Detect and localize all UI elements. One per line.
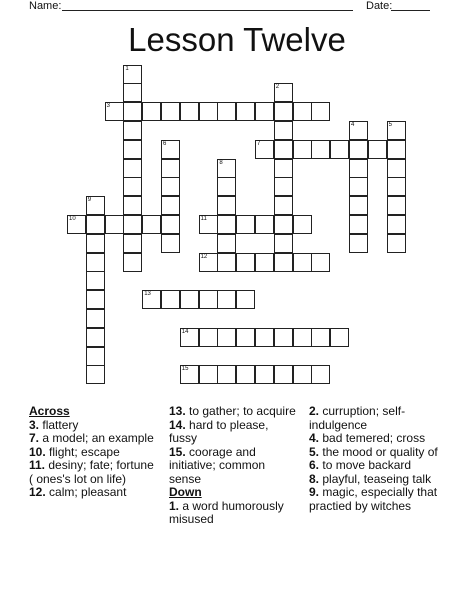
grid-cell[interactable] [217,215,236,234]
grid-cell[interactable] [236,290,255,309]
grid-cell[interactable] [161,159,180,178]
grid-cell[interactable] [217,253,236,272]
grid-cell-number: 8 [219,159,223,166]
grid-cell[interactable] [311,102,330,121]
grid-cell[interactable] [349,159,368,178]
clue-across-3: 3. flattery [29,417,79,432]
grid-cell[interactable] [349,215,368,234]
grid-cell[interactable] [311,365,330,384]
grid-cell[interactable] [123,102,142,121]
grid-cell[interactable] [217,159,236,178]
grid-cell[interactable] [274,196,293,215]
grid-cell-number: 9 [87,197,92,204]
grid-cell[interactable] [217,102,236,121]
across-heading: Across [29,404,70,418]
grid-cell[interactable] [123,234,142,253]
grid-cell[interactable] [255,253,274,272]
grid-cell[interactable] [293,215,312,234]
grid-cell[interactable] [274,83,293,102]
grid-cell[interactable] [274,253,293,272]
grid-cell[interactable] [311,253,330,272]
clues-column-1 [29,405,157,500]
clue-across-12: 12. calm; pleasant [29,485,127,499]
grid-cell-number: 2 [275,84,280,91]
clue-across-10: 10. flight; escape [29,444,120,459]
grid-cell[interactable] [217,328,236,347]
grid-cell-number: 12 [200,253,208,260]
grid-cell[interactable] [274,121,293,140]
grid-cell[interactable] [86,309,105,328]
grid-cell[interactable] [255,328,274,347]
grid-cell[interactable] [387,234,406,253]
clue-down-4: 4. bad temered; cross [309,431,426,445]
grid-cell[interactable] [330,140,349,159]
clue-down-1: 1. a word humorously misused [169,498,284,526]
grid-cell[interactable] [86,234,105,253]
grid-cell[interactable] [274,328,293,347]
grid-cell[interactable] [123,215,142,234]
down-heading: Down [169,485,202,499]
clue-down-2: 2. curruption; self-indulgence [309,404,406,432]
grid-cell[interactable] [86,347,105,366]
date-label: Date: [366,0,393,12]
grid-cell[interactable] [123,121,142,140]
grid-cell[interactable] [255,140,274,159]
grid-cell[interactable] [105,102,124,121]
grid-cell-number: 13 [144,291,151,298]
name-label: Name: [29,0,62,12]
grid-cell[interactable] [387,215,406,234]
grid-cell[interactable] [199,365,218,384]
grid-cell[interactable] [236,365,255,384]
grid-cell[interactable] [311,140,330,159]
grid-cell[interactable] [274,234,293,253]
grid-cell[interactable] [217,365,236,384]
grid-cell[interactable] [330,328,349,347]
grid-cell[interactable] [161,177,180,196]
grid-cell[interactable] [293,365,312,384]
grid-cell[interactable] [236,102,255,121]
grid-cell[interactable] [142,290,161,309]
grid-cell[interactable] [274,365,293,384]
clue-across-13: 13. to gather; to acquire [169,404,296,418]
page-title: Lesson Twelve [128,21,346,58]
grid-cell[interactable] [123,177,142,196]
clue-across-7: 7. a model; an example [29,431,154,445]
grid-cell-number: 4 [351,121,355,128]
clues-column-3 [309,405,459,513]
clues-column-2 [169,405,299,527]
grid-cell[interactable] [161,140,180,159]
grid-cell[interactable] [180,328,199,347]
grid-cell[interactable] [274,159,293,178]
grid-cell[interactable] [123,65,142,84]
grid-cell[interactable] [274,140,293,159]
grid-cell-number: 3 [106,103,110,110]
grid-cell[interactable] [293,253,312,272]
grid-cell[interactable] [105,215,124,234]
grid-cell[interactable] [255,102,274,121]
grid-cell[interactable] [86,290,105,309]
grid-cell[interactable] [180,365,199,384]
grid-cell[interactable] [86,196,105,215]
grid-cell[interactable] [349,196,368,215]
grid-cell[interactable] [86,365,105,384]
grid-cell[interactable] [387,196,406,215]
grid-cell[interactable] [311,328,330,347]
grid-cell[interactable] [349,140,368,159]
clue-down-8: 8. playful, teaseing talk [309,471,432,486]
grid-cell[interactable] [387,177,406,196]
clue-across-11: 11. desiny; fate; fortune ( ones's lot on life) [29,458,154,486]
grid-cell[interactable] [180,102,199,121]
grid-cell[interactable] [236,253,255,272]
clue-down-9: 9. magic, especially that practied by witches [309,485,438,513]
grid-cell-number: 11 [200,215,207,222]
grid-cell[interactable] [142,102,161,121]
clue-across-15: 15. coorage and initiative; common sense [169,444,266,486]
grid-cell[interactable] [274,215,293,234]
grid-cell[interactable] [236,328,255,347]
grid-cell[interactable] [387,159,406,178]
grid-cell[interactable] [293,102,312,121]
grid-cell[interactable] [217,234,236,253]
grid-cell[interactable] [236,215,255,234]
grid-cell[interactable] [123,253,142,272]
grid-cell[interactable] [274,102,293,121]
grid-cell[interactable] [349,177,368,196]
clue-down-6: 6. to move backard [309,458,412,472]
grid-cell[interactable] [293,140,312,159]
grid-cell[interactable] [180,290,199,309]
grid-cell-number: 6 [163,140,167,147]
grid-cell[interactable] [123,196,142,215]
grid-cell-number: 14 [181,328,189,335]
grid-cell-number: 1 [125,65,129,72]
grid-cell[interactable] [86,215,105,234]
grid-cell[interactable] [199,215,218,234]
grid-cell[interactable] [161,290,180,309]
grid-cell-number: 5 [388,121,392,128]
grid-cell[interactable] [349,121,368,140]
grid-cell[interactable] [368,140,387,159]
grid-cell[interactable] [123,159,142,178]
grid-cell[interactable] [199,102,218,121]
grid-cell[interactable] [161,196,180,215]
grid-cell[interactable] [349,234,368,253]
grid-cell[interactable] [161,215,180,234]
grid-cell[interactable] [387,140,406,159]
grid-cell[interactable] [161,102,180,121]
grid-cell[interactable] [86,328,105,347]
grid-cell[interactable] [293,328,312,347]
grid-cell[interactable] [217,290,236,309]
grid-cell[interactable] [86,253,105,272]
grid-cell[interactable] [86,271,105,290]
grid-cell[interactable] [255,215,274,234]
grid-cell[interactable] [142,215,161,234]
grid-cell[interactable] [199,328,218,347]
grid-cell[interactable] [255,365,274,384]
grid-cell-number: 15 [181,366,189,373]
grid-cell[interactable] [123,140,142,159]
grid-cell[interactable] [217,177,236,196]
grid-cell[interactable] [199,290,218,309]
grid-cell[interactable] [67,215,86,234]
grid-cell-number: 7 [257,140,261,147]
grid-cell[interactable] [199,253,218,272]
grid-cell[interactable] [387,121,406,140]
grid-cell-number: 10 [69,215,76,222]
grid-cell[interactable] [161,234,180,253]
grid-cell[interactable] [274,177,293,196]
clue-across-14: 14. hard to please, fussy [169,417,269,445]
clue-down-5: 5. the mood or quality of [309,444,438,459]
grid-cell[interactable] [123,83,142,102]
grid-cell[interactable] [217,196,236,215]
